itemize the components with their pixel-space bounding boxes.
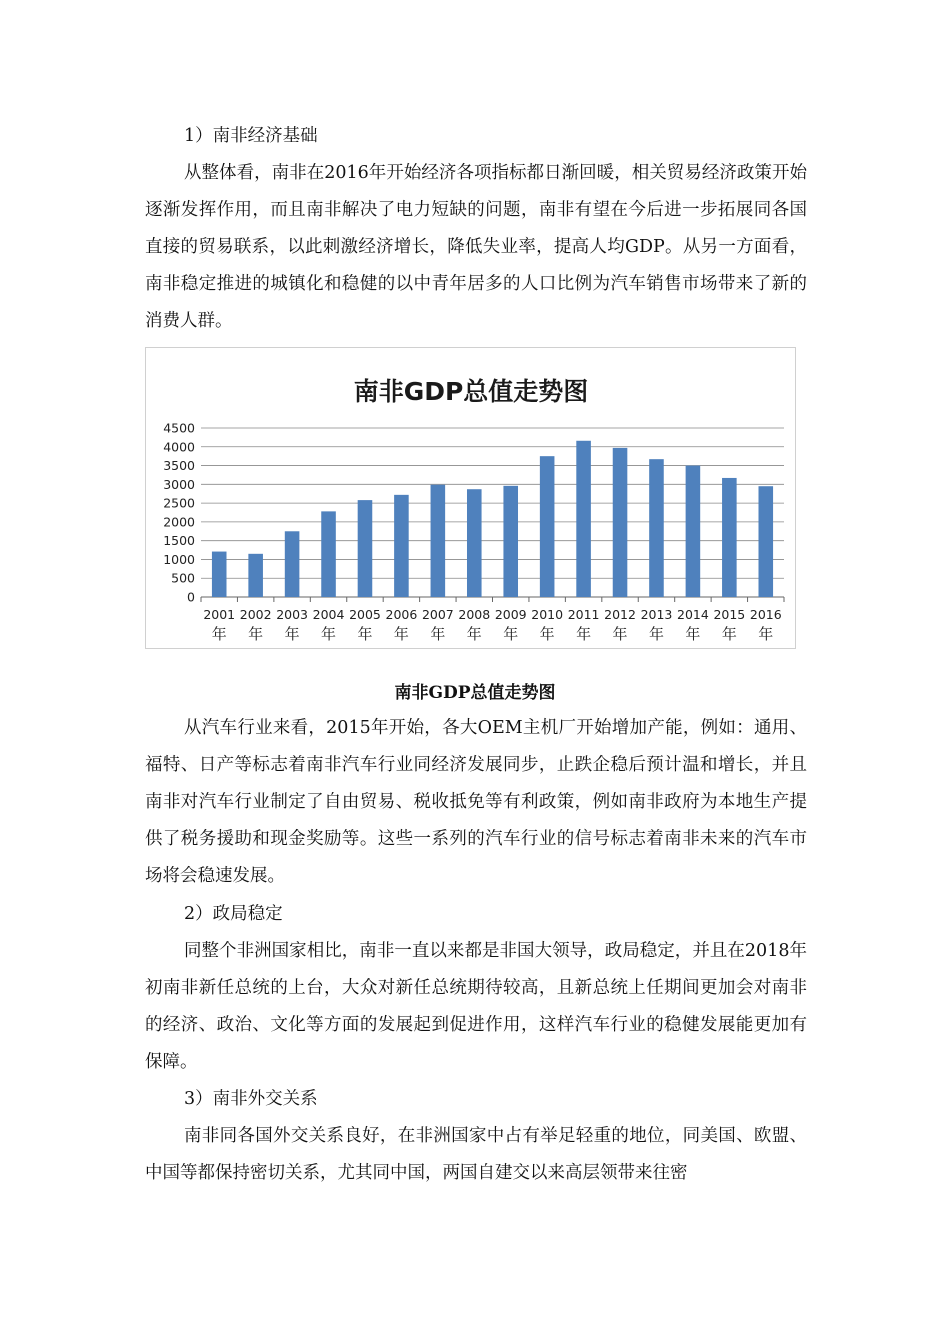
bar	[613, 448, 628, 597]
x-tick-label-suffix: 年	[721, 625, 737, 643]
section-1-paragraph	[145, 155, 807, 340]
x-tick-label-suffix: 年	[539, 625, 555, 643]
y-tick-label: 4500	[163, 420, 195, 436]
x-tick-label-suffix: 年	[211, 625, 227, 643]
x-tick-label-suffix: 年	[758, 625, 774, 643]
x-tick-label-year: 2014	[677, 607, 709, 622]
chart-caption: 南非GDP总值走势图	[394, 683, 556, 703]
x-tick-label-year: 2008	[458, 607, 491, 622]
paragraph-text: 南非同各国外交关系良好，在非洲国家中占有举足轻重的地位，同美国、欧盟、中国等都保持密切关系，尤其同中国，两国自建交以来高层领带来往密	[145, 1126, 807, 1183]
x-tick-label-suffix: 年	[248, 625, 264, 643]
bar	[431, 485, 446, 597]
x-tick-label-year: 2006	[385, 607, 418, 622]
x-tick-label-suffix: 年	[393, 625, 409, 643]
section-1-paragraph-2	[145, 710, 807, 895]
x-tick-label-suffix: 年	[685, 625, 701, 643]
y-tick-label: 3500	[163, 458, 195, 474]
x-tick-label-year: 2004	[312, 607, 345, 622]
y-tick-label: 0	[187, 589, 195, 605]
y-tick-label: 1000	[163, 551, 195, 567]
x-tick-label-suffix: 年	[648, 625, 664, 643]
x-tick-label-year: 2009	[494, 607, 527, 622]
y-tick-label: 2000	[163, 514, 195, 530]
paragraph-text: 从汽车行业来看，2015年开始，各大OEM主机厂开始增加产能，例如：通用、福特、日产等标志着南非汽车行业同经济发展同步，止跌企稳后预计温和增长，并且南非对汽车行业制定了自由贸易、税收抵免等有利政策，例如南非政府为本地生产提供了税务援助和现金奖励等。这些一系列的汽车行业的信号标志着南非未来的汽车市场将会稳速发展。	[145, 718, 807, 886]
y-tick-label: 1500	[163, 533, 195, 549]
x-tick-label-year: 2007	[421, 607, 454, 622]
x-tick-label-year: 2016	[749, 607, 782, 622]
x-tick-label-year: 2011	[567, 607, 600, 622]
bar	[285, 531, 300, 597]
bar	[248, 554, 263, 597]
bar	[394, 495, 409, 597]
section-1-heading: 1）南非经济基础	[184, 126, 318, 146]
section-2-paragraph	[145, 933, 807, 1081]
bar	[212, 552, 227, 597]
bar	[321, 511, 336, 597]
bar	[758, 486, 773, 597]
x-tick-label-suffix: 年	[284, 625, 300, 643]
x-tick-label-suffix: 年	[576, 625, 592, 643]
x-tick-label-year: 2015	[713, 607, 746, 622]
bar	[358, 500, 373, 597]
bar	[686, 466, 701, 597]
gdp-chart	[145, 347, 796, 649]
bar	[576, 441, 591, 597]
x-tick-label-suffix: 年	[466, 625, 482, 643]
x-tick-label-year: 2010	[531, 607, 564, 622]
paragraph-text: 同整个非洲国家相比，南非一直以来都是非国大领导，政局稳定，并且在2018年初南非新任总统的上台，大众对新任总统期待较高，且新总统上任期间更加会对南非的经济、政治、文化等方面的发展起到促进作用，这样汽车行业的稳健发展能更加有保障。	[145, 941, 807, 1072]
y-tick-label: 4000	[163, 439, 195, 455]
x-tick-label-suffix: 年	[357, 625, 373, 643]
x-tick-label-suffix: 年	[503, 625, 519, 643]
section-3-paragraph	[145, 1118, 807, 1192]
x-tick-label-year: 2003	[276, 607, 308, 622]
bar	[540, 456, 555, 597]
x-tick-label-year: 2005	[349, 607, 381, 622]
y-tick-label: 500	[171, 570, 195, 586]
x-tick-label-year: 2001	[203, 607, 236, 622]
y-tick-label: 3000	[163, 476, 195, 492]
x-tick-label-suffix: 年	[321, 625, 337, 643]
section-3-heading: 3）南非外交关系	[184, 1089, 318, 1109]
paragraph-text: 从整体看，南非在2016年开始经济各项指标都日渐回暖，相关贸易经济政策开始逐渐发挥作用，而且南非解决了电力短缺的问题，南非有望在今后进一步拓展同各国直接的贸易联系，以此刺激经济增长，降低失业率，提高人均GDP。从另一方面看，南非稳定推进的城镇化和稳健的以中青年居多的人口比例为汽车销售市场带来了新的消费人群。	[145, 163, 807, 331]
x-tick-label-year: 2012	[604, 607, 636, 622]
chart-title: 南非GDP总值走势图	[353, 377, 589, 406]
x-tick-label-suffix: 年	[430, 625, 446, 643]
bar	[503, 486, 518, 597]
y-tick-label: 2500	[163, 495, 195, 511]
section-2-heading: 2）政局稳定	[184, 904, 283, 924]
gdp-chart-svg	[146, 348, 797, 650]
bar	[467, 489, 482, 597]
x-tick-label-year: 2013	[640, 607, 673, 622]
x-tick-label-suffix: 年	[612, 625, 628, 643]
bar	[722, 478, 737, 597]
x-tick-label-year: 2002	[239, 607, 272, 622]
bar	[649, 459, 664, 597]
